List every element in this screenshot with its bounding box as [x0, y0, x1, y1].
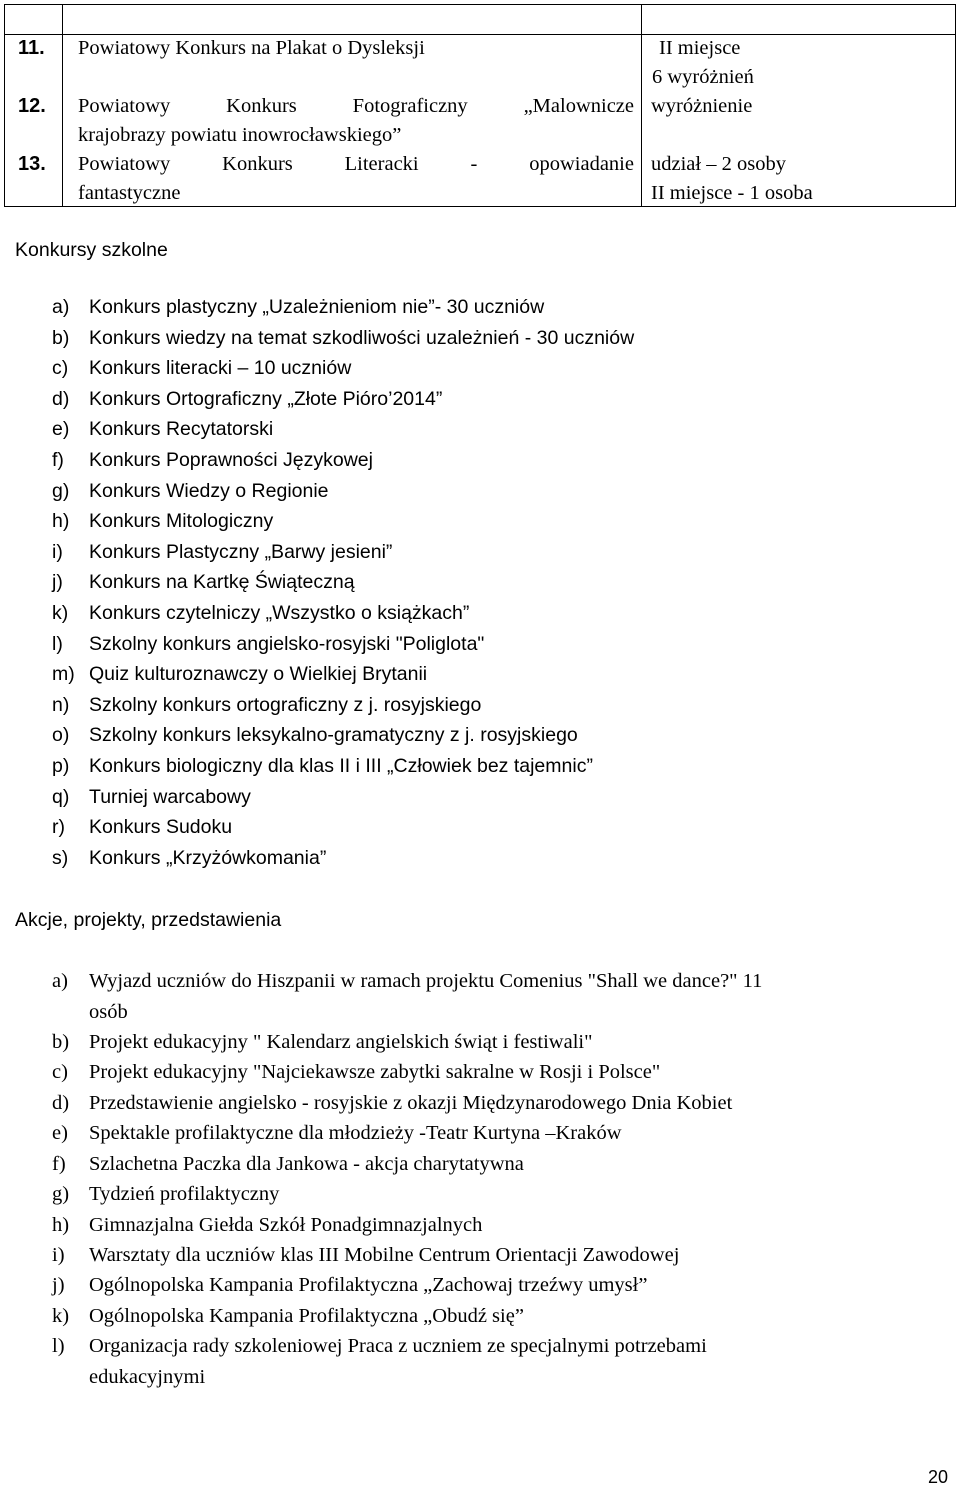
table-column-divider [641, 5, 642, 206]
list-marker: k) [52, 1304, 70, 1327]
table-cell-name [78, 92, 634, 121]
table-cell-name-continuation: fantastyczne [78, 182, 181, 204]
list-marker: d) [52, 1091, 70, 1114]
table-row-number: 11. [18, 37, 45, 59]
list-item-text: Gimnazjalna Giełda Szkół Ponadgimnazjalnych [89, 1213, 483, 1236]
section-heading-school-competitions: Konkursy szkolne [15, 239, 168, 261]
word: Fotograficzny [352, 95, 468, 117]
list-item-text: Szkolny konkurs angielsko-rosyjski "Poliglota" [89, 632, 485, 655]
list-item-text: Konkurs czytelniczy „Wszystko o książkach” [89, 601, 470, 624]
list-item-continuation: edukacyjnymi [89, 1365, 206, 1388]
list-marker: p) [52, 754, 70, 777]
list-marker: q) [52, 785, 70, 808]
list-item-text: Warsztaty dla uczniów klas III Mobilne Centrum Orientacji Zawodowej [89, 1243, 680, 1266]
list-item-text: Szlachetna Paczka dla Jankowa - akcja charytatywna [89, 1152, 524, 1175]
list-marker: f) [52, 1152, 66, 1175]
list-marker: h) [52, 510, 70, 533]
list-item-text: Konkurs literacki – 10 uczniów [89, 357, 352, 380]
list-marker: c) [52, 357, 69, 380]
list-item-text: Konkurs Ortograficzny „Złote Pióro’2014” [89, 387, 443, 410]
list-item-text: Szkolny konkurs leksykalno-gramatyczny z j. rosyjskiego [89, 724, 578, 747]
list-marker: e) [52, 418, 70, 441]
list-marker: n) [52, 693, 70, 716]
list-marker: m) [52, 663, 75, 686]
section-heading-actions: Akcje, projekty, przedstawienia [15, 909, 282, 931]
list-item-text: Konkurs „Krzyżówkomania” [89, 846, 327, 869]
list-marker: k) [52, 601, 69, 624]
list-item-text: Konkurs wiedzy na temat szkodliwości uzależnień - 30 uczniów [89, 326, 635, 349]
list-marker: b) [52, 326, 70, 349]
list-item-text: Konkurs Poprawności Językowej [89, 448, 373, 471]
word: „Malownicze [523, 95, 634, 117]
list-marker: h) [52, 1213, 70, 1236]
list-marker: l) [52, 1335, 65, 1358]
list-item-text: Ogólnopolska Kampania Profilaktyczna „Zachowaj trzeźwy umysł” [89, 1274, 648, 1297]
list-marker: j) [52, 571, 63, 594]
list-item-continuation: osób [89, 1000, 128, 1023]
list-marker: g) [52, 1183, 70, 1206]
table-cell-result: wyróżnienie [651, 95, 753, 117]
list-marker: s) [52, 846, 69, 869]
word: opowiadanie [529, 153, 634, 175]
list-item-text [89, 966, 762, 1027]
list-marker: d) [52, 387, 70, 410]
word: Konkurs [226, 95, 297, 117]
list-item-text: Konkurs Recytatorski [89, 418, 274, 441]
list-marker: a) [52, 970, 68, 992]
list-item-text: Przedstawienie angielsko - rosyjskie z okazji Międzynarodowego Dnia Kobiet [89, 1091, 733, 1114]
list-marker: c) [52, 1061, 68, 1084]
list-item-text: Tydzień profilaktyczny [89, 1183, 280, 1206]
table-cell-result: II miejsce [659, 37, 741, 59]
table-cell-name: Powiatowy Konkurs na Plakat o Dysleksji [78, 37, 425, 59]
table-cell-result: II miejsce - 1 osoba [651, 182, 813, 204]
list-item-text: Szkolny konkurs ortograficzny z j. rosyjskiego [89, 693, 482, 716]
word: Konkurs [222, 153, 293, 175]
list-marker: i) [52, 540, 63, 563]
list-item-text: Konkurs Mitologiczny [89, 510, 274, 533]
list-item-text: Konkurs Plastyczny „Barwy jesieni” [89, 540, 393, 563]
list-item-text: Turniej warcabowy [89, 785, 251, 808]
list-item-text: Konkurs Wiedzy o Regionie [89, 479, 329, 502]
list-item-text: Ogólnopolska Kampania Profilaktyczna „Obudź się” [89, 1304, 524, 1327]
list-item-text: Konkurs plastyczny „Uzależnieniom nie”- 30 uczniów [89, 296, 545, 318]
table-row-number: 12. [18, 95, 46, 117]
word: Powiatowy [78, 153, 171, 175]
table-cell-name [78, 150, 634, 179]
list-item-line: Wyjazd uczniów do Hiszpanii w ramach projektu Comenius "Shall we dance?" 11 [89, 970, 763, 992]
list-item-text: Konkurs Sudoku [89, 816, 233, 839]
list-marker: l) [52, 632, 63, 655]
table-cell-name-continuation: krajobrazy powiatu inowrocławskiego” [78, 124, 402, 146]
list-item-line: Organizacja rady szkoleniowej Praca z uczniem ze specjalnymi potrzebami [89, 1335, 707, 1358]
word: - [470, 153, 478, 175]
list-marker: a) [52, 296, 70, 318]
table-cell-result: 6 wyróżnień [652, 66, 754, 88]
page-number: 20 [927, 1467, 948, 1487]
table-row-number: 13. [18, 153, 46, 175]
table-cell-result: udział – 2 osoby [651, 153, 786, 175]
word: Powiatowy [78, 95, 171, 117]
list-marker: b) [52, 1030, 70, 1053]
list-marker: f) [52, 448, 64, 471]
list-marker: g) [52, 479, 70, 502]
table-column-divider [62, 5, 63, 206]
word: Literacki [344, 153, 419, 175]
list-marker: e) [52, 1122, 68, 1145]
list-marker: r) [52, 816, 65, 839]
list-marker: i) [52, 1243, 65, 1266]
list-item-text: Konkurs na Kartkę Świąteczną [89, 571, 355, 594]
competitions-table [4, 4, 956, 207]
list-item-text: Projekt edukacyjny "Najciekawsze zabytki sakralne w Rosji i Polsce" [89, 1061, 661, 1084]
list-item-text: Projekt edukacyjny " Kalendarz angielskich świąt i festiwali" [89, 1030, 593, 1053]
list-marker: j) [52, 1274, 65, 1297]
list-item-text: Spektakle profilaktyczne dla młodzieży -Teatr Kurtyna –Kraków [89, 1122, 622, 1145]
list-item-text: Konkurs biologiczny dla klas II i III „Człowiek bez tajemnic” [89, 754, 593, 777]
list-marker: o) [52, 724, 70, 747]
list-item-text: Quiz kulturoznawczy o Wielkiej Brytanii [89, 663, 428, 686]
list-item-text [89, 1331, 707, 1392]
